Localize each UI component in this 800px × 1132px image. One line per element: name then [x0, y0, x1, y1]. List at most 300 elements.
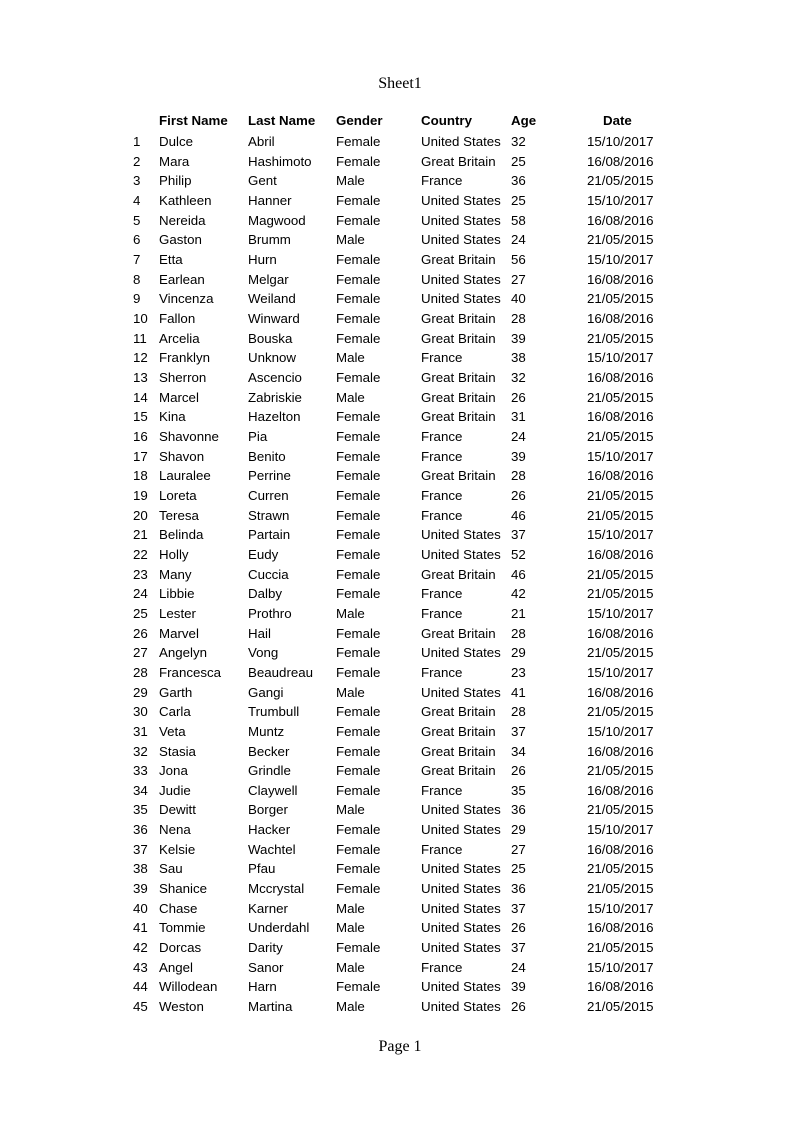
cell-first: Lester	[159, 605, 196, 621]
column-header-age: Age	[511, 112, 537, 128]
cell-date: 21/05/2015	[587, 999, 654, 1015]
cell-first: Dewitt	[159, 802, 196, 818]
table-row	[133, 486, 673, 506]
cell-gender: Male	[336, 350, 365, 366]
cell-last: Melgar	[248, 271, 289, 287]
cell-gender: Female	[336, 940, 381, 956]
cell-date: 15/10/2017	[587, 134, 654, 150]
cell-last: Karner	[248, 900, 288, 916]
cell-country: United States	[421, 861, 501, 877]
cell-gender: Female	[336, 625, 381, 641]
cell-age: 26	[511, 389, 526, 405]
cell-age: 38	[511, 350, 526, 366]
cell-date: 16/08/2016	[587, 153, 654, 169]
cell-country: Great Britain	[421, 311, 496, 327]
cell-num: 28	[133, 664, 148, 680]
table-row	[133, 977, 673, 997]
cell-num: 25	[133, 605, 148, 621]
table-body	[133, 132, 673, 1017]
cell-date: 21/05/2015	[587, 645, 654, 661]
cell-gender: Female	[336, 429, 381, 445]
cell-gender: Female	[336, 566, 381, 582]
cell-last: Weiland	[248, 291, 296, 307]
cell-num: 20	[133, 507, 148, 523]
cell-country: United States	[421, 900, 501, 916]
cell-age: 29	[511, 645, 526, 661]
cell-last: Cuccia	[248, 566, 289, 582]
column-header-gender: Gender	[336, 112, 383, 128]
cell-first: Nena	[159, 822, 191, 838]
cell-num: 37	[133, 841, 148, 857]
table-row	[133, 525, 673, 545]
cell-date: 21/05/2015	[587, 940, 654, 956]
cell-gender: Male	[336, 684, 365, 700]
table-row	[133, 388, 673, 408]
cell-num: 45	[133, 999, 148, 1015]
cell-first: Kathleen	[159, 193, 212, 209]
cell-age: 25	[511, 861, 526, 877]
cell-age: 35	[511, 782, 526, 798]
table-row	[133, 447, 673, 467]
cell-gender: Male	[336, 920, 365, 936]
cell-gender: Female	[336, 546, 381, 562]
cell-country: United States	[421, 232, 501, 248]
cell-date: 21/05/2015	[587, 429, 654, 445]
cell-age: 39	[511, 979, 526, 995]
cell-date: 15/10/2017	[587, 527, 654, 543]
cell-first: Chase	[159, 900, 198, 916]
cell-num: 29	[133, 684, 148, 700]
cell-country: Great Britain	[421, 723, 496, 739]
cell-first: Garth	[159, 684, 193, 700]
cell-num: 18	[133, 468, 148, 484]
cell-num: 24	[133, 586, 148, 602]
cell-country: France	[421, 487, 463, 503]
cell-date: 21/05/2015	[587, 586, 654, 602]
cell-gender: Female	[336, 153, 381, 169]
cell-age: 39	[511, 330, 526, 346]
cell-gender: Female	[336, 881, 381, 897]
cell-country: Great Britain	[421, 330, 496, 346]
table-row	[133, 702, 673, 722]
cell-first: Veta	[159, 723, 186, 739]
cell-country: France	[421, 350, 463, 366]
cell-date: 21/05/2015	[587, 389, 654, 405]
table-row	[133, 329, 673, 349]
table-row	[133, 859, 673, 879]
cell-last: Winward	[248, 311, 300, 327]
table-row	[133, 781, 673, 801]
cell-gender: Female	[336, 212, 381, 228]
cell-gender: Female	[336, 507, 381, 523]
cell-num: 23	[133, 566, 148, 582]
cell-age: 27	[511, 841, 526, 857]
cell-first: Philip	[159, 173, 192, 189]
cell-last: Beaudreau	[248, 664, 314, 680]
table-row	[133, 211, 673, 231]
table-row	[133, 623, 673, 643]
cell-gender: Female	[336, 645, 381, 661]
cell-date: 21/05/2015	[587, 861, 654, 877]
cell-num: 38	[133, 861, 148, 877]
cell-country: France	[421, 782, 463, 798]
cell-age: 28	[511, 311, 526, 327]
cell-gender: Female	[336, 487, 381, 503]
cell-last: Curren	[248, 487, 289, 503]
cell-last: Perrine	[248, 468, 291, 484]
table-row	[133, 368, 673, 388]
cell-age: 23	[511, 664, 526, 680]
cell-date: 15/10/2017	[587, 448, 654, 464]
cell-gender: Male	[336, 173, 365, 189]
cell-country: France	[421, 841, 463, 857]
cell-num: 22	[133, 546, 148, 562]
cell-date: 15/10/2017	[587, 900, 654, 916]
cell-gender: Male	[336, 802, 365, 818]
cell-num: 6	[133, 232, 141, 248]
cell-country: Great Britain	[421, 625, 496, 641]
cell-age: 31	[511, 409, 526, 425]
cell-last: Bouska	[248, 330, 293, 346]
cell-age: 46	[511, 507, 526, 523]
cell-date: 16/08/2016	[587, 920, 654, 936]
cell-age: 40	[511, 291, 526, 307]
cell-first: Dorcas	[159, 940, 202, 956]
cell-first: Libbie	[159, 586, 195, 602]
cell-last: Hail	[248, 625, 271, 641]
cell-country: Great Britain	[421, 743, 496, 759]
cell-gender: Female	[336, 822, 381, 838]
cell-first: Sherron	[159, 370, 207, 386]
cell-num: 12	[133, 350, 148, 366]
table-row	[133, 289, 673, 309]
cell-first: Lauralee	[159, 468, 211, 484]
table-row	[133, 348, 673, 368]
cell-num: 9	[133, 291, 141, 307]
table-row	[133, 918, 673, 938]
cell-date: 21/05/2015	[587, 173, 654, 189]
cell-last: Hanner	[248, 193, 292, 209]
cell-country: United States	[421, 940, 501, 956]
cell-num: 10	[133, 311, 148, 327]
cell-first: Franklyn	[159, 350, 210, 366]
cell-first: Francesca	[159, 664, 222, 680]
cell-first: Earlean	[159, 271, 205, 287]
cell-age: 26	[511, 999, 526, 1015]
table-row	[133, 741, 673, 761]
cell-gender: Female	[336, 782, 381, 798]
table-row	[133, 564, 673, 584]
cell-age: 37	[511, 527, 526, 543]
cell-last: Eudy	[248, 546, 279, 562]
cell-age: 28	[511, 468, 526, 484]
cell-age: 36	[511, 881, 526, 897]
table-row	[133, 407, 673, 427]
cell-first: Etta	[159, 252, 183, 268]
cell-num: 31	[133, 723, 148, 739]
table-row	[133, 722, 673, 742]
cell-country: United States	[421, 920, 501, 936]
cell-first: Weston	[159, 999, 204, 1015]
table-row	[133, 132, 673, 152]
cell-date: 16/08/2016	[587, 468, 654, 484]
cell-last: Brumm	[248, 232, 291, 248]
cell-date: 21/05/2015	[587, 802, 654, 818]
cell-age: 36	[511, 802, 526, 818]
cell-first: Kina	[159, 409, 186, 425]
cell-age: 39	[511, 448, 526, 464]
cell-gender: Female	[336, 723, 381, 739]
row-number-header	[133, 104, 159, 132]
cell-last: Martina	[248, 999, 293, 1015]
cell-date: 16/08/2016	[587, 546, 654, 562]
cell-country: Great Britain	[421, 409, 496, 425]
cell-gender: Male	[336, 999, 365, 1015]
cell-first: Tommie	[159, 920, 206, 936]
cell-last: Pfau	[248, 861, 276, 877]
table-row	[133, 309, 673, 329]
cell-country: United States	[421, 822, 501, 838]
table-row	[133, 663, 673, 683]
cell-first: Shavon	[159, 448, 205, 464]
table-row	[133, 958, 673, 978]
cell-last: Prothro	[248, 605, 292, 621]
table-row	[133, 466, 673, 486]
cell-gender: Male	[336, 959, 365, 975]
cell-country: Great Britain	[421, 763, 496, 779]
cell-date: 16/08/2016	[587, 684, 654, 700]
cell-gender: Female	[336, 704, 381, 720]
cell-first: Angelyn	[159, 645, 208, 661]
cell-country: United States	[421, 212, 501, 228]
table-row	[133, 938, 673, 958]
cell-date: 15/10/2017	[587, 350, 654, 366]
cell-date: 15/10/2017	[587, 822, 654, 838]
table-header-row	[133, 104, 673, 132]
cell-last: Zabriskie	[248, 389, 302, 405]
cell-num: 26	[133, 625, 148, 641]
cell-country: United States	[421, 134, 501, 150]
cell-first: Kelsie	[159, 841, 196, 857]
cell-age: 25	[511, 193, 526, 209]
cell-date: 21/05/2015	[587, 291, 654, 307]
cell-last: Gent	[248, 173, 277, 189]
cell-country: Great Britain	[421, 153, 496, 169]
cell-first: Dulce	[159, 134, 193, 150]
cell-num: 40	[133, 900, 148, 916]
cell-age: 41	[511, 684, 526, 700]
cell-age: 28	[511, 625, 526, 641]
table-row	[133, 152, 673, 172]
cell-age: 34	[511, 743, 526, 759]
cell-first: Shanice	[159, 881, 208, 897]
cell-country: Great Britain	[421, 468, 496, 484]
cell-last: Muntz	[248, 723, 285, 739]
cell-date: 16/08/2016	[587, 782, 654, 798]
cell-num: 15	[133, 409, 148, 425]
cell-last: Grindle	[248, 763, 291, 779]
cell-first: Arcelia	[159, 330, 200, 346]
cell-gender: Female	[336, 409, 381, 425]
cell-country: United States	[421, 684, 501, 700]
cell-gender: Female	[336, 291, 381, 307]
cell-first: Nereida	[159, 212, 206, 228]
cell-age: 42	[511, 586, 526, 602]
table-row	[133, 230, 673, 250]
cell-num: 35	[133, 802, 148, 818]
cell-date: 16/08/2016	[587, 743, 654, 759]
cell-age: 24	[511, 959, 526, 975]
cell-num: 21	[133, 527, 148, 543]
cell-date: 16/08/2016	[587, 370, 654, 386]
cell-num: 42	[133, 940, 148, 956]
cell-date: 21/05/2015	[587, 763, 654, 779]
cell-country: Great Britain	[421, 704, 496, 720]
cell-gender: Female	[336, 252, 381, 268]
cell-first: Stasia	[159, 743, 196, 759]
cell-age: 37	[511, 900, 526, 916]
cell-last: Benito	[248, 448, 286, 464]
cell-gender: Female	[336, 271, 381, 287]
cell-country: United States	[421, 271, 501, 287]
cell-first: Loreta	[159, 487, 197, 503]
cell-country: United States	[421, 645, 501, 661]
cell-last: Wachtel	[248, 841, 296, 857]
cell-date: 15/10/2017	[587, 664, 654, 680]
cell-last: Ascencio	[248, 370, 302, 386]
cell-last: Becker	[248, 743, 290, 759]
cell-last: Partain	[248, 527, 291, 543]
cell-first: Holly	[159, 546, 189, 562]
cell-country: France	[421, 429, 463, 445]
cell-country: Great Britain	[421, 389, 496, 405]
cell-num: 1	[133, 134, 141, 150]
cell-date: 16/08/2016	[587, 311, 654, 327]
cell-country: United States	[421, 193, 501, 209]
cell-gender: Male	[336, 605, 365, 621]
cell-num: 13	[133, 370, 148, 386]
cell-first: Many	[159, 566, 192, 582]
cell-age: 58	[511, 212, 526, 228]
cell-date: 16/08/2016	[587, 841, 654, 857]
column-header-date: Date	[603, 112, 632, 128]
cell-num: 39	[133, 881, 148, 897]
cell-last: Underdahl	[248, 920, 310, 936]
cell-country: Great Britain	[421, 566, 496, 582]
data-table	[133, 104, 673, 1017]
cell-last: Hashimoto	[248, 153, 312, 169]
cell-gender: Female	[336, 330, 381, 346]
table-row	[133, 840, 673, 860]
cell-last: Sanor	[248, 959, 284, 975]
cell-age: 29	[511, 822, 526, 838]
cell-age: 26	[511, 487, 526, 503]
cell-gender: Female	[336, 743, 381, 759]
cell-first: Marvel	[159, 625, 199, 641]
cell-last: Gangi	[248, 684, 284, 700]
cell-num: 8	[133, 271, 141, 287]
cell-date: 16/08/2016	[587, 979, 654, 995]
cell-date: 21/05/2015	[587, 507, 654, 523]
cell-num: 19	[133, 487, 148, 503]
cell-country: United States	[421, 527, 501, 543]
cell-age: 52	[511, 546, 526, 562]
cell-num: 30	[133, 704, 148, 720]
cell-num: 16	[133, 429, 148, 445]
cell-country: United States	[421, 881, 501, 897]
cell-first: Shavonne	[159, 429, 219, 445]
table-row	[133, 820, 673, 840]
cell-last: Strawn	[248, 507, 290, 523]
cell-age: 26	[511, 763, 526, 779]
cell-gender: Female	[336, 979, 381, 995]
table-row	[133, 643, 673, 663]
cell-country: United States	[421, 802, 501, 818]
cell-last: Vong	[248, 645, 279, 661]
table-row	[133, 604, 673, 624]
cell-age: 24	[511, 232, 526, 248]
cell-first: Marcel	[159, 389, 199, 405]
cell-last: Hacker	[248, 822, 291, 838]
table-row	[133, 761, 673, 781]
column-header-country: Country	[421, 112, 472, 128]
cell-last: Pia	[248, 429, 268, 445]
table-row	[133, 899, 673, 919]
cell-num: 32	[133, 743, 148, 759]
cell-country: United States	[421, 999, 501, 1015]
cell-age: 27	[511, 271, 526, 287]
cell-age: 32	[511, 134, 526, 150]
cell-num: 36	[133, 822, 148, 838]
cell-age: 21	[511, 605, 526, 621]
cell-num: 14	[133, 389, 148, 405]
table-row	[133, 682, 673, 702]
table-row	[133, 171, 673, 191]
cell-country: United States	[421, 979, 501, 995]
cell-first: Fallon	[159, 311, 196, 327]
cell-date: 21/05/2015	[587, 232, 654, 248]
table-row	[133, 270, 673, 290]
cell-age: 25	[511, 153, 526, 169]
cell-gender: Female	[336, 370, 381, 386]
cell-gender: Female	[336, 527, 381, 543]
cell-gender: Female	[336, 134, 381, 150]
cell-gender: Female	[336, 448, 381, 464]
cell-country: France	[421, 448, 463, 464]
cell-country: United States	[421, 291, 501, 307]
cell-date: 15/10/2017	[587, 252, 654, 268]
cell-date: 21/05/2015	[587, 487, 654, 503]
cell-age: 28	[511, 704, 526, 720]
cell-date: 15/10/2017	[587, 193, 654, 209]
cell-last: Abril	[248, 134, 275, 150]
cell-gender: Female	[336, 861, 381, 877]
cell-gender: Male	[336, 900, 365, 916]
cell-first: Willodean	[159, 979, 218, 995]
cell-age: 46	[511, 566, 526, 582]
cell-num: 5	[133, 212, 141, 228]
cell-gender: Female	[336, 468, 381, 484]
cell-last: Harn	[248, 979, 277, 995]
cell-num: 44	[133, 979, 148, 995]
cell-num: 2	[133, 153, 141, 169]
cell-country: France	[421, 173, 463, 189]
cell-country: France	[421, 605, 463, 621]
cell-country: Great Britain	[421, 370, 496, 386]
cell-last: Borger	[248, 802, 288, 818]
cell-first: Gaston	[159, 232, 202, 248]
cell-date: 16/08/2016	[587, 212, 654, 228]
